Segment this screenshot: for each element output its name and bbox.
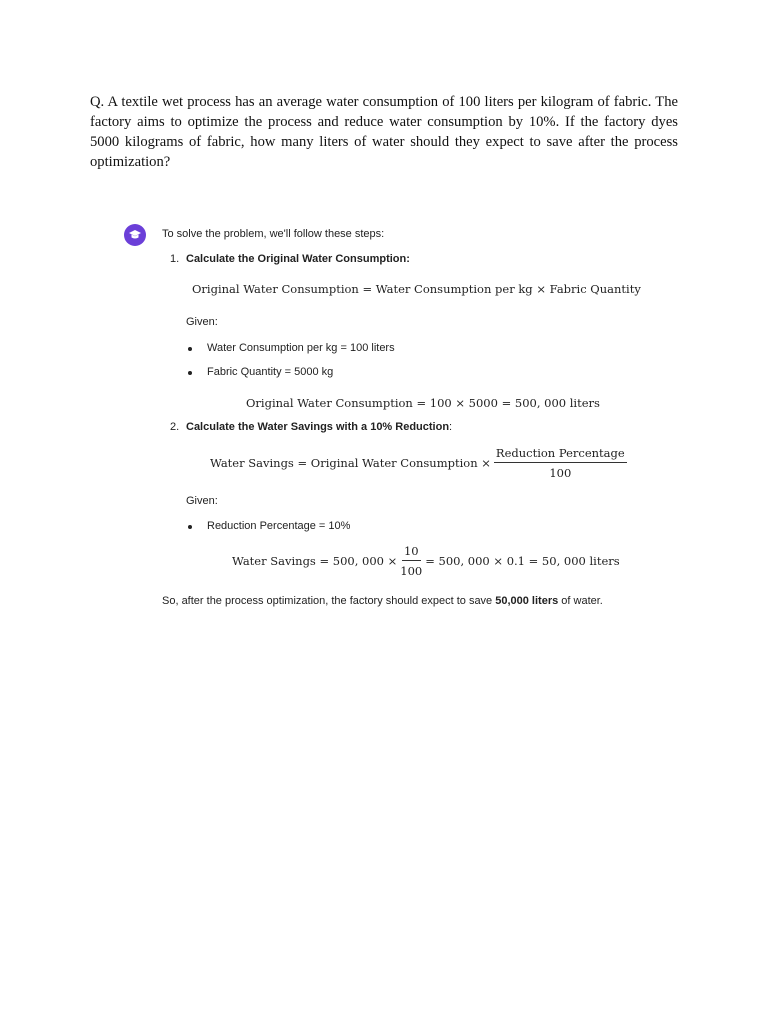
fraction-numerator: 10 (402, 544, 421, 561)
graduation-cap-icon (128, 228, 142, 242)
fraction-denominator: 100 (549, 466, 572, 480)
bullet-icon (188, 525, 192, 529)
step2-formula-fraction (494, 446, 627, 480)
calc-right: = 500, 000 × 0.1 = 50, 000 liters (425, 554, 620, 568)
given-item-1: Water Consumption per kg = 100 liters (207, 342, 395, 354)
fraction-denominator: 100 (400, 564, 423, 578)
conclusion-post: of water. (558, 595, 603, 607)
bullet-icon (188, 371, 192, 375)
bullet-icon (188, 347, 192, 351)
step1-number: 1. (170, 253, 180, 265)
calc-left: Water Savings = 500, 000 × (232, 554, 398, 568)
list-item (188, 342, 395, 354)
step2-title (186, 421, 452, 433)
step2-number: 2. (170, 421, 180, 433)
step2-formula-left: Water Savings = Original Water Consumption × (210, 456, 491, 470)
step1-title: Calculate the Original Water Consumption: (186, 253, 410, 265)
list-item (188, 366, 333, 378)
step1-formula: Original Water Consumption = Water Consumption per kg × Fabric Quantity (192, 282, 641, 296)
step2-title-main: Calculate the Water Savings with a 10% Reduction (186, 421, 450, 433)
step1-result: Original Water Consumption = 100 × 5000 = 500, 000 liters (246, 396, 600, 410)
step2-calculation (232, 544, 620, 578)
conclusion-text (162, 595, 603, 607)
step2-title-colon: : (449, 421, 453, 433)
assistant-avatar (124, 224, 146, 246)
given-item-3: Reduction Percentage = 10% (207, 520, 351, 532)
conclusion-highlight: 50,000 liters (495, 595, 559, 607)
list-item (188, 520, 350, 532)
step1-given-label: Given: (186, 316, 218, 328)
step2-formula (210, 446, 630, 480)
intro-text: To solve the problem, we'll follow these steps: (162, 228, 385, 240)
conclusion-pre: So, after the process optimization, the factory should expect to save (162, 595, 496, 607)
step2-given-label: Given: (186, 495, 218, 507)
fraction-numerator: Reduction Percentage (494, 446, 627, 463)
calc-fraction (400, 544, 422, 578)
given-item-2: Fabric Quantity = 5000 kg (207, 366, 334, 378)
question-text: Q. A textile wet process has an average water consumption of 100 liters per kilogram of fabric. The factory aims to optimize the process and reduce water consumption by 10%. If the factory dyes 5000 kilograms of fabric, how many liters of water should they expect to save after the process optimization? (90, 94, 678, 170)
